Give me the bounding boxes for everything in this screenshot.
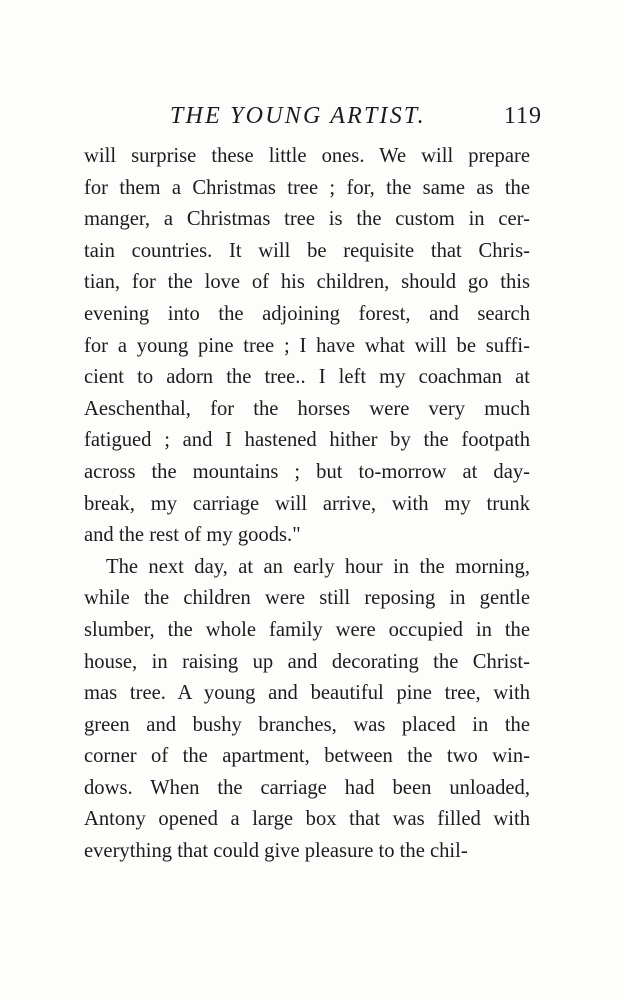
paragraph <box>84 141 530 552</box>
text-line: Antony opened a large box that was filled with <box>84 808 530 831</box>
body-text <box>84 141 530 868</box>
text-line: for them a Christmas tree ; for, the same as the <box>84 176 530 199</box>
text-line: break, my carriage will arrive, with my trunk <box>84 492 530 515</box>
text-line: everything that could give pleasure to the chil- <box>84 840 468 863</box>
text-line: house, in raising up and decorating the Christ- <box>84 650 530 673</box>
text-line: slumber, the whole family were occupied in the <box>84 618 530 641</box>
text-line: tain countries. It will be requisite that Chris- <box>84 239 530 262</box>
text-line: across the mountains ; but to-morrow at day- <box>84 460 530 483</box>
running-head <box>84 98 544 134</box>
text-line: cient to adorn the tree.. I left my coachman at <box>84 366 530 389</box>
text-line: while the children were still reposing in gentle <box>84 587 530 610</box>
text-line: and the rest of my goods." <box>84 524 301 547</box>
text-line: corner of the apartment, between the two win- <box>84 745 530 768</box>
text-line: mas tree. A young and beautiful pine tree, with <box>84 682 530 705</box>
text-line: The next day, at an early hour in the morning, <box>106 555 530 578</box>
text-line: manger, a Christmas tree is the custom in cer- <box>84 208 530 231</box>
text-line: fatigued ; and I hastened hither by the footpath <box>84 429 530 452</box>
text-line: Aeschenthal, for the horses were very much <box>84 397 530 420</box>
running-title: THE YOUNG ARTIST. <box>170 103 426 129</box>
paragraph <box>84 552 530 868</box>
text-line: for a young pine tree ; I have what will be suffi- <box>84 334 530 357</box>
page-number: 119 <box>503 103 542 129</box>
text-line: evening into the adjoining forest, and search <box>84 302 530 325</box>
text-line: green and bushy branches, was placed in the <box>84 713 530 736</box>
text-line: tian, for the love of his children, should go this <box>84 271 530 294</box>
text-line: dows. When the carriage had been unloaded, <box>84 776 530 799</box>
text-line: will surprise these little ones. We will prepare <box>84 145 530 167</box>
